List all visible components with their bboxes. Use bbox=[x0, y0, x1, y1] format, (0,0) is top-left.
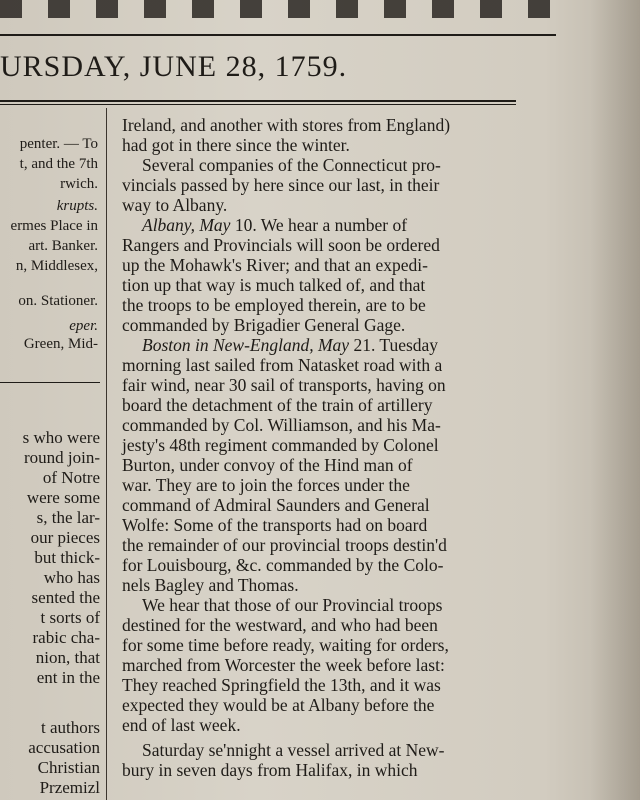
main-line: up the Mohawk's River; and that an expedi- bbox=[122, 255, 428, 275]
left-line: s who were bbox=[22, 428, 100, 447]
left-line: t, and the 7th bbox=[19, 156, 98, 172]
top-rule bbox=[0, 34, 556, 36]
left-line: round join- bbox=[23, 448, 100, 467]
left-line: Przemizl bbox=[39, 778, 100, 797]
left-line: penter. — To bbox=[19, 136, 98, 152]
main-line: Saturday se'nnight a vessel arrived at New- bbox=[142, 740, 445, 760]
masthead-remnant bbox=[0, 0, 560, 18]
left-line: rabic cha- bbox=[32, 628, 100, 647]
left-section-rule bbox=[0, 382, 100, 383]
dateline-text: URSDAY, JUNE 28, 1759. bbox=[0, 50, 348, 83]
main-line: Rangers and Provincials will soon be ordered bbox=[122, 235, 440, 255]
main-line: They reached Springfield the 13th, and it was bbox=[122, 675, 441, 695]
left-line: ermes Place in bbox=[10, 218, 98, 234]
main-line-rest: 10. We hear a number of bbox=[234, 215, 408, 235]
left-line: krupts. bbox=[56, 198, 98, 214]
left-line: sented the bbox=[31, 588, 100, 607]
left-line: t authors bbox=[40, 718, 100, 737]
main-line: board the detachment of the train of artillery bbox=[122, 395, 433, 415]
main-line: war. They are to join the forces under the bbox=[122, 475, 410, 495]
dateline-rule-lower bbox=[0, 104, 516, 105]
main-line: nels Bagley and Thomas. bbox=[122, 575, 299, 595]
main-column bbox=[112, 116, 542, 800]
left-line: accusation bbox=[28, 738, 100, 757]
left-line: eper. bbox=[69, 318, 98, 334]
dateline bbox=[0, 50, 560, 94]
main-line: Ireland, and another with stores from England) bbox=[122, 116, 451, 135]
left-line: ent in the bbox=[36, 668, 100, 687]
main-line: fair wind, near 30 sail of transports, having on bbox=[122, 375, 446, 395]
main-line: for Louisbourg, &c. commanded by the Colo- bbox=[122, 555, 444, 575]
left-line: Green, Mid- bbox=[23, 336, 98, 352]
main-line: morning last sailed from Natasket road with a bbox=[122, 355, 443, 375]
main-line: the remainder of our provincial troops destin'd bbox=[122, 535, 447, 555]
left-line: s, the lar- bbox=[36, 508, 100, 527]
left-line: art. Banker. bbox=[28, 238, 98, 254]
main-line: marched from Worcester the week before last: bbox=[122, 655, 445, 675]
left-line: but thick- bbox=[34, 548, 100, 567]
left-line: rwich. bbox=[60, 176, 98, 192]
main-line: We hear that those of our Provincial troops bbox=[142, 595, 443, 615]
main-line bbox=[142, 216, 407, 236]
left-column bbox=[0, 128, 104, 800]
main-line: the troops to be employed therein, are to be bbox=[122, 295, 426, 315]
left-line: Christian bbox=[37, 758, 100, 777]
left-line: our pieces bbox=[30, 528, 100, 547]
main-line: command of Admiral Saunders and General bbox=[122, 495, 430, 515]
place-date-italic: Albany, May bbox=[142, 215, 231, 235]
place-date-italic: Boston in New-England, May bbox=[142, 335, 350, 355]
column-divider bbox=[106, 108, 107, 800]
main-line: way to Albany. bbox=[122, 195, 228, 215]
main-line: for some time before ready, waiting for orders, bbox=[122, 635, 449, 655]
left-line: were some bbox=[26, 488, 100, 507]
main-line: commanded by Col. Williamson, and his Ma- bbox=[122, 415, 441, 435]
main-line: expected they would be at Albany before the bbox=[122, 695, 435, 715]
left-line: of Notre bbox=[42, 468, 100, 487]
main-line: Burton, under convoy of the Hind man of bbox=[122, 455, 413, 475]
main-line: Wolfe: Some of the transports had on board bbox=[122, 515, 428, 535]
main-line: bury in seven days from Halifax, in which bbox=[122, 760, 418, 780]
page-edge-shadow bbox=[590, 0, 640, 800]
main-line bbox=[142, 336, 438, 356]
main-line: vincials passed by here since our last, in their bbox=[122, 175, 440, 195]
left-line: n, Middlesex, bbox=[15, 258, 98, 274]
left-line: on. Stationer. bbox=[18, 293, 98, 309]
main-line: tion up that way is much talked of, and that bbox=[122, 275, 426, 295]
main-line: jesty's 48th regiment commanded by Colonel bbox=[122, 435, 439, 455]
dateline-rule-upper bbox=[0, 100, 516, 102]
main-line: Several companies of the Connecticut pro- bbox=[142, 155, 441, 175]
left-line: t sorts of bbox=[40, 608, 100, 627]
left-line: who has bbox=[43, 568, 100, 587]
main-line: commanded by Brigadier General Gage. bbox=[122, 315, 406, 335]
left-line: nion, that bbox=[35, 648, 100, 667]
main-line: had got in there since the winter. bbox=[122, 135, 350, 155]
main-line: end of last week. bbox=[122, 715, 241, 735]
main-line-rest: 21. Tuesday bbox=[353, 335, 439, 355]
main-line: destined for the westward, and who had been bbox=[122, 615, 438, 635]
